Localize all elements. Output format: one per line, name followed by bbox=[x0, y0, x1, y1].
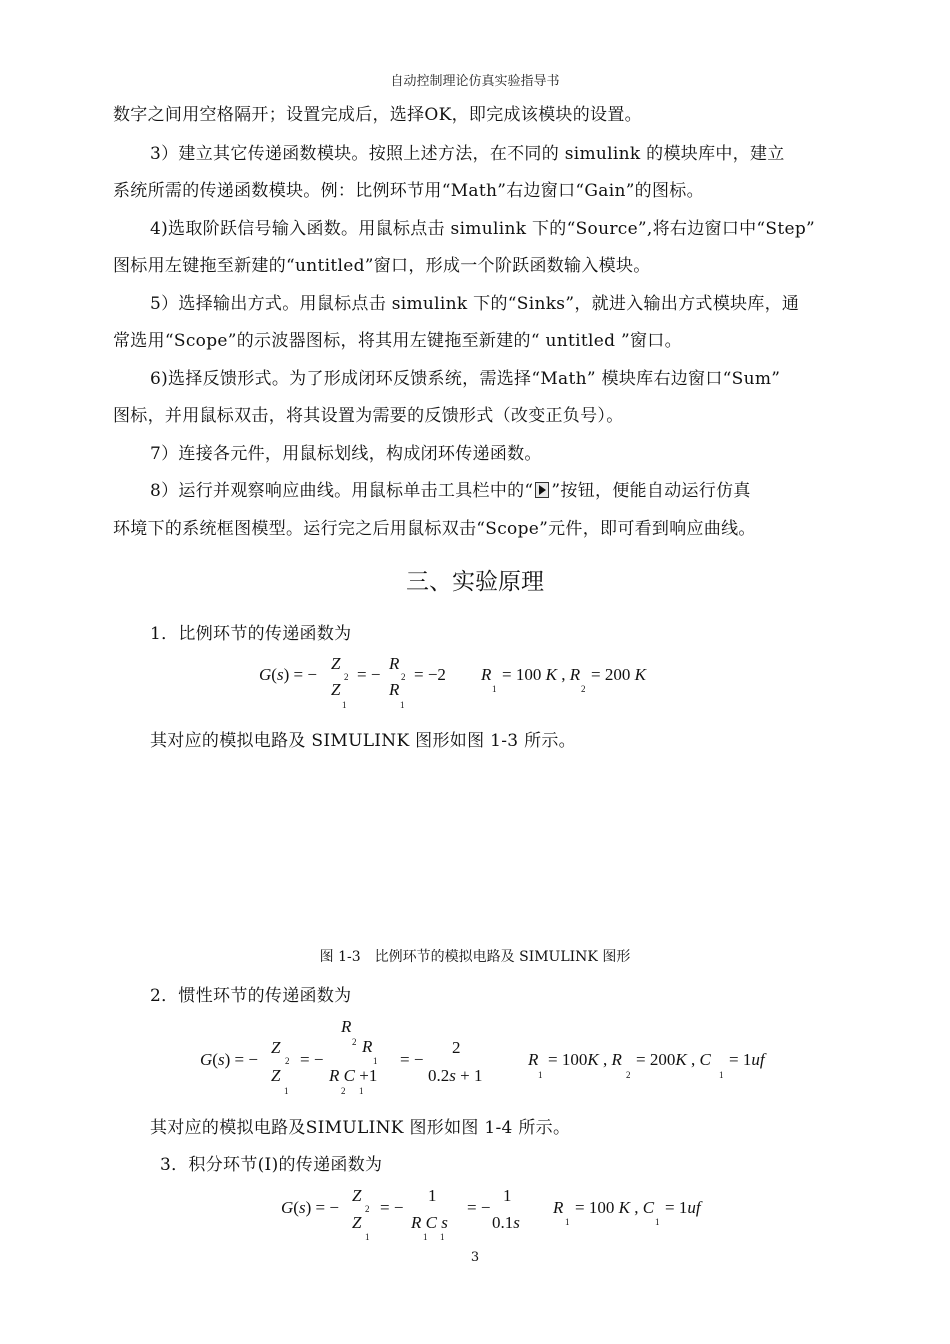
paragraph-line: 常选用“Scope”的示波器图标，将其用左键拖至新建的“ untitled ”窗口。 bbox=[113, 331, 682, 351]
paragraph-line: 4)选取阶跃信号输入函数。用鼠标点击 simulink 下的“Source”,将右边窗口中“Step” bbox=[150, 219, 816, 239]
paragraph-line bbox=[150, 476, 751, 501]
paragraph-line: 其对应的模拟电路及 SIMULINK 图形如图 1-3 所示。 bbox=[150, 731, 576, 751]
running-header: 自动控制理论仿真实验指导书 bbox=[390, 74, 560, 89]
paragraph-line: 其对应的模拟电路及SIMULINK 图形如图 1-4 所示。 bbox=[150, 1118, 571, 1138]
paragraph-line: 7）连接各元件，用鼠标划线，构成闭环传递函数。 bbox=[150, 444, 542, 464]
figure-caption: 图 1-3 比例环节的模拟电路及 SIMULINK 图形 bbox=[319, 949, 631, 965]
paragraph-line: 数字之间用空格隔开；设置完成后，选择OK，即完成该模块的设置。 bbox=[113, 105, 642, 125]
paragraph-line: 3）建立其它传递函数模块。按照上述方法，在不同的 simulink 的模块库中，建立 bbox=[150, 144, 785, 164]
paragraph-line: 图标，并用鼠标双击，将其设置为需要的反馈形式（改变正负号）。 bbox=[113, 406, 624, 426]
paragraph-line: 环境下的系统框图模型。运行完之后用鼠标双击“Scope”元件，即可看到响应曲线。 bbox=[113, 519, 756, 539]
list-item-heading: 3．积分环节(I)的传递函数为 bbox=[160, 1155, 383, 1175]
paragraph-text: 8）运行并观察响应曲线。用鼠标单击工具栏中的“ bbox=[150, 481, 534, 501]
paragraph-line: 5）选择输出方式。用鼠标点击 simulink 下的“Sinks”，就进入输出方式模块库，通 bbox=[150, 294, 800, 314]
page-number: 3 bbox=[470, 1250, 480, 1265]
section-title: 三、实验原理 bbox=[406, 569, 544, 595]
list-item-heading: 2．惯性环节的传递函数为 bbox=[150, 986, 352, 1006]
list-item-heading: 1．比例环节的传递函数为 bbox=[150, 624, 352, 644]
paragraph-line: 6)选择反馈形式。为了形成闭环反馈系统，需选择“Math” 模块库右边窗口“Sum” bbox=[150, 369, 781, 389]
run-button-icon bbox=[535, 482, 549, 498]
paragraph-line: 图标用左键拖至新建的“untitled”窗口，形成一个阶跃函数输入模块。 bbox=[113, 256, 651, 276]
paragraph-line: 系统所需的传递函数模块。例：比例环节用“Math”右边窗口“Gain”的图标。 bbox=[113, 181, 704, 201]
paragraph-text: ”按钮，便能自动运行仿真 bbox=[551, 481, 751, 501]
